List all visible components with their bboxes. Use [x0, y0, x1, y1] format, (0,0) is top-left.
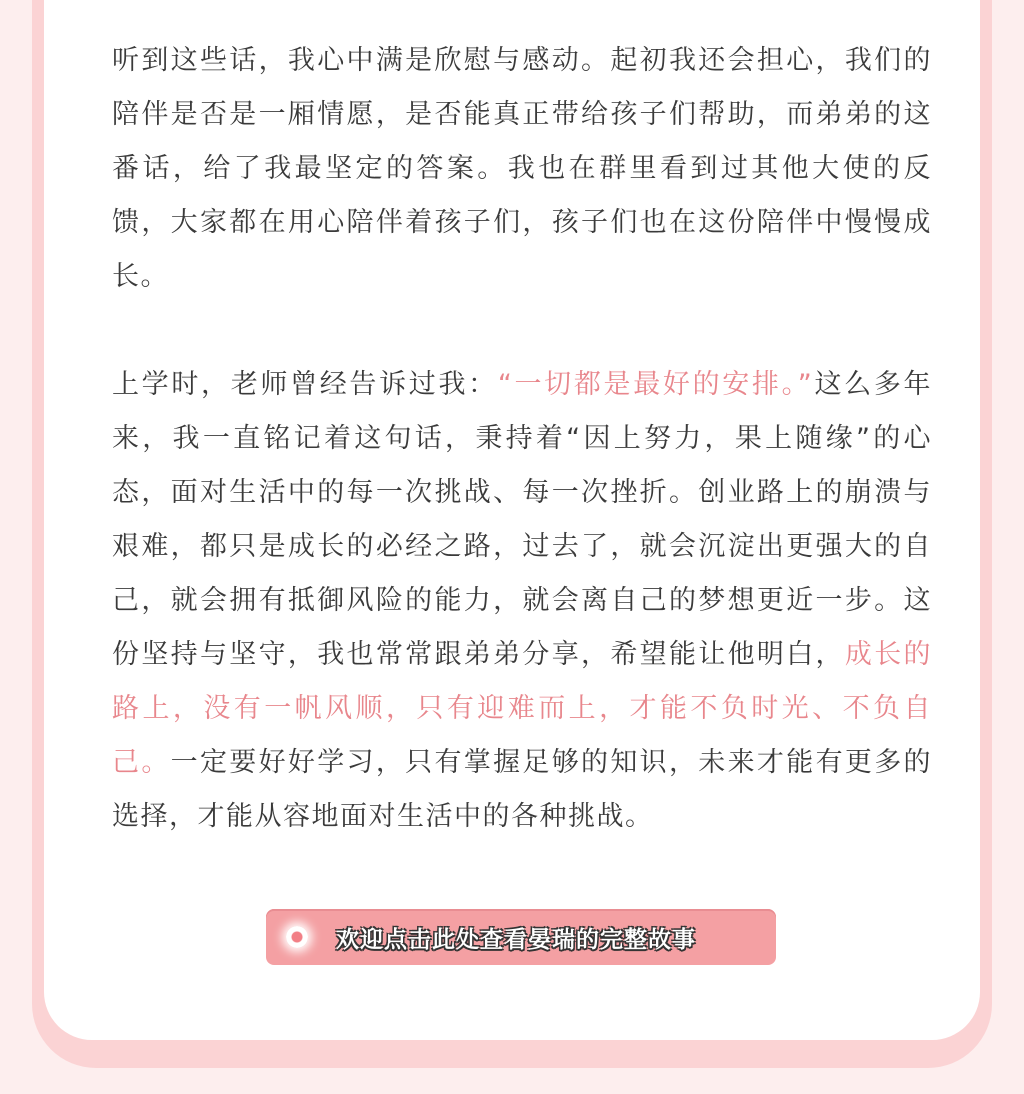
paragraph-1-text: 听到这些话，我心中满是欣慰与感动。起初我还会担心，我们的陪伴是否是一厢情愿，是否能真正带给孩子们帮助，而弟弟的这番话，给了我最坚定的答案。我也在群里看到过其他大使的反馈，大家都在用心陪伴着孩子们，孩子们也在这份陪伴中慢慢成长。 [112, 45, 932, 292]
paragraph-2-text-a: 上学时，老师曾经告诉过我： [112, 369, 498, 400]
view-full-story-button[interactable] [266, 909, 776, 965]
paragraph-2-text-c: 一定要好好学习，只有掌握足够的知识，未来才能有更多的选择，才能从容地面对生活中的各种挑战。 [112, 747, 933, 832]
article-body [112, 34, 932, 898]
dot-icon [286, 926, 308, 948]
paragraph-2 [112, 358, 932, 844]
view-full-story-label: 欢迎点击此处查看晏瑞的完整故事 [336, 926, 696, 953]
highlight-growth: 成长的路上，没有一帆风顺，只有迎难而上，才能不负时光、不负自己。 [112, 639, 933, 778]
paragraph-2-text-b: 这么多年来，我一直铭记着这句话，秉持着“因上努力，果上随缘”的心态，面对生活中的每一次挑战、每一次挫折。创业路上的崩溃与艰难，都只是成长的必经之路，过去了，就会沉淀出更强大的自己，就会拥有抵御风险的能力，就会离自己的梦想更近一步。这份坚持与坚守，我也常常跟弟弟分享，希望能让他明白， [112, 369, 932, 670]
paragraph-1 [112, 34, 932, 304]
highlight-quote: “一切都是最好的安排。” [497, 369, 814, 400]
